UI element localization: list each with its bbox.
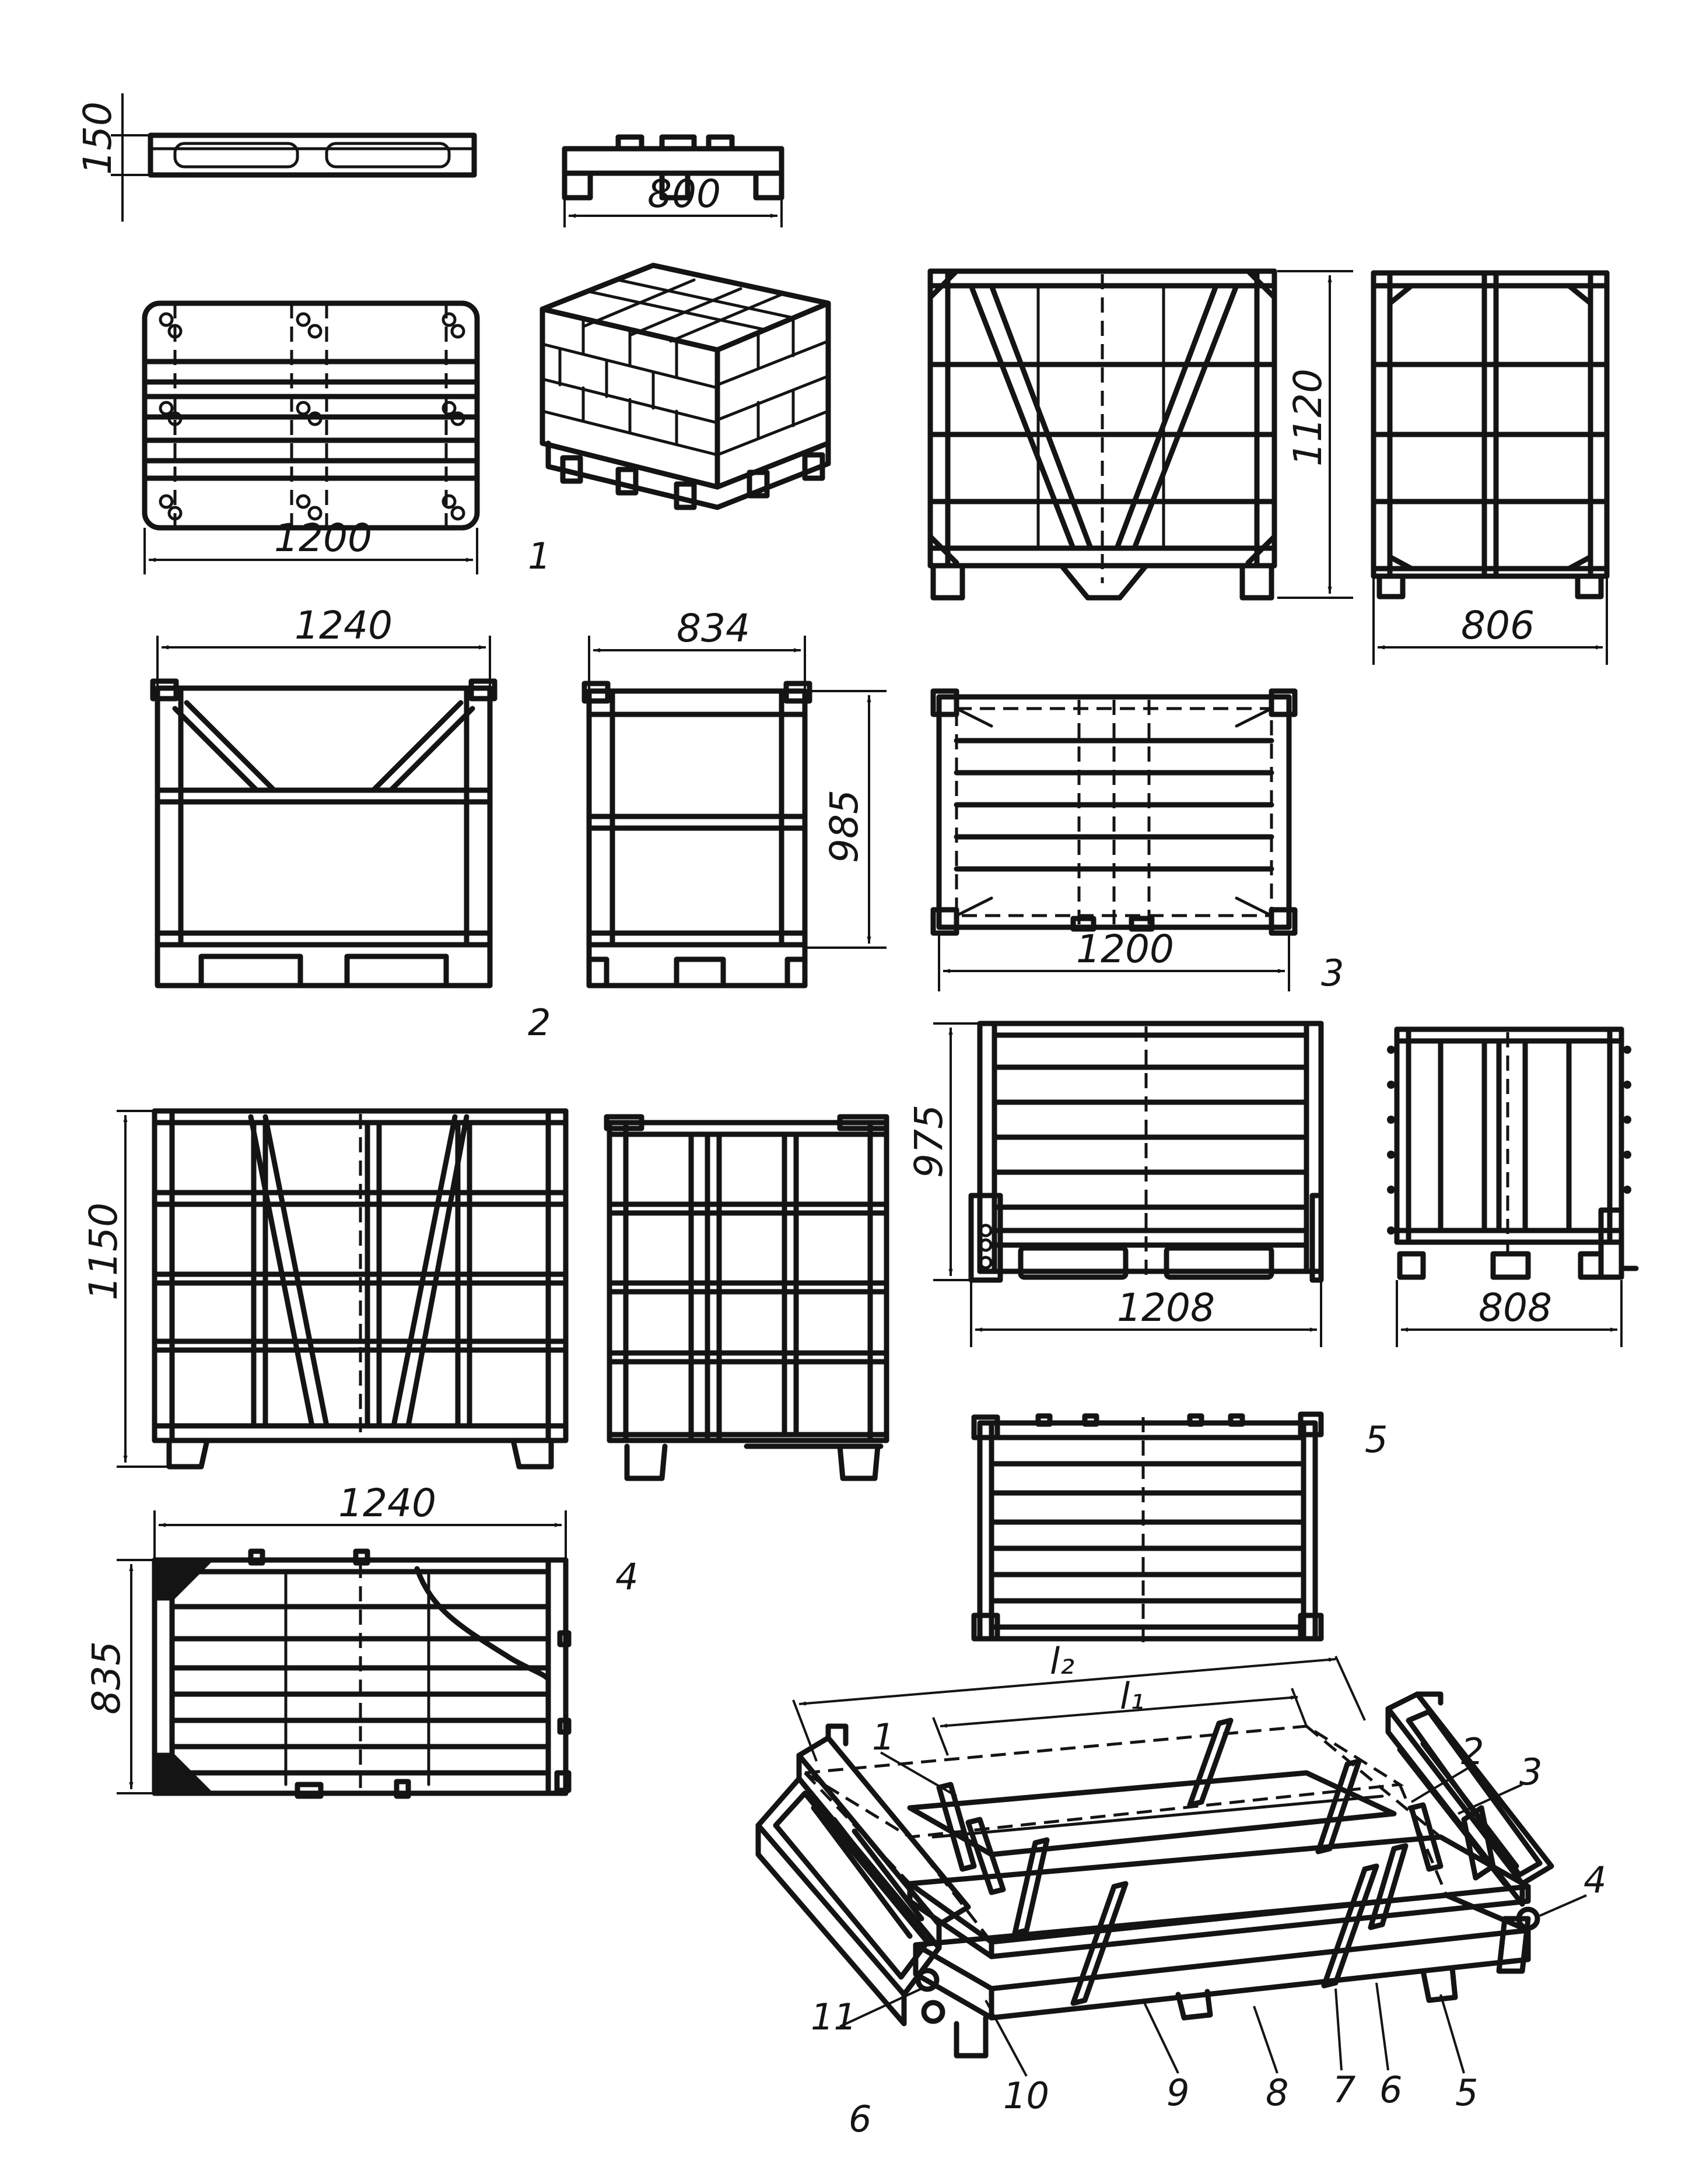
dim-975-label: 975 [906,1105,951,1178]
dim-806-label: 806 [1461,603,1535,648]
callout-9: 9 [1166,2071,1190,2114]
dim-985-label: 985 [822,790,867,863]
dim-1150-label: 1150 [81,1203,126,1300]
dim-l1-label: l₁ [1120,1675,1145,1717]
figure-1-flat-pallet [75,93,828,577]
figure-6-label: 6 [849,2098,872,2140]
dim-1240-fig2 [157,603,490,688]
figure-2-box-pallet [153,603,887,1044]
figure-1-label: 1 [528,535,551,577]
dim-1200-fig3 [939,927,1289,991]
fig3-front-view [930,271,1274,598]
dim-1120-label: 1120 [1285,369,1330,467]
figure-2-label: 2 [528,1001,551,1044]
callout-7: 7 [1333,2069,1356,2111]
fig5-front-view [971,1023,1321,1283]
dim-1200-top [145,516,477,574]
dim-834-label: 834 [677,606,750,651]
fig2-side-view [584,683,810,986]
pallet-side-view [150,135,474,175]
figure-6-collapsible-container [758,1640,1606,2140]
dim-806 [1374,577,1607,665]
fig4-top-view [155,1551,569,1796]
dim-1240-fig4-label: 1240 [338,1481,436,1526]
dim-834 [589,606,805,691]
dim-800-label: 800 [647,171,721,216]
fig6-side-walls [910,1773,1528,1957]
loaded-pallet-isometric [542,265,828,507]
dim-1240-fig2-label: 1240 [295,603,393,648]
figure-3-mesh-container [930,271,1607,994]
figure-3-label: 3 [1321,952,1344,994]
dim-1208 [971,1280,1321,1347]
dim-1240-fig4 [155,1481,566,1560]
callout-8: 8 [1266,2071,1289,2114]
pallet-top-view [145,303,477,528]
figure-5-label: 5 [1365,1418,1388,1461]
figure-4-crate [81,1111,887,1796]
callout-4: 4 [1584,1859,1607,1901]
dim-1208-label: 1208 [1117,1285,1215,1330]
fig3-top-view [933,691,1295,933]
callout-6: 6 [1379,2069,1403,2111]
dim-835 [84,1560,155,1793]
dim-800 [565,171,782,227]
dim-1200-fig3-label: 1200 [1076,927,1174,972]
callout-1: 1 [872,1716,895,1758]
dim-150 [75,93,150,222]
fig2-front-view [153,681,495,986]
fig4-side-view [607,1117,887,1478]
callout-2: 2 [1461,1730,1484,1773]
callout-3: 3 [1519,1751,1543,1793]
dim-150-label: 150 [75,101,120,175]
dim-1200-top-label: 1200 [274,516,372,560]
dim-808 [1397,1280,1621,1347]
figure-5-container [906,1023,1636,1645]
fig3-side-view [1374,273,1607,597]
fig5-side-view [1387,1029,1636,1277]
figure-4-label: 4 [615,1555,639,1598]
dim-985 [805,691,887,948]
fig4-front-view [155,1111,566,1467]
callout-10: 10 [1003,2074,1049,2117]
callout-11: 11 [811,1996,857,2038]
dim-l2-label: l₂ [1050,1640,1075,1682]
fig6-left-end-frame [758,1726,968,2024]
callout-5: 5 [1455,2071,1479,2114]
dim-1120 [1277,271,1353,598]
dim-808-label: 808 [1479,1285,1552,1330]
fig5-top-view [974,1414,1321,1645]
dim-835-label: 835 [84,1641,129,1715]
